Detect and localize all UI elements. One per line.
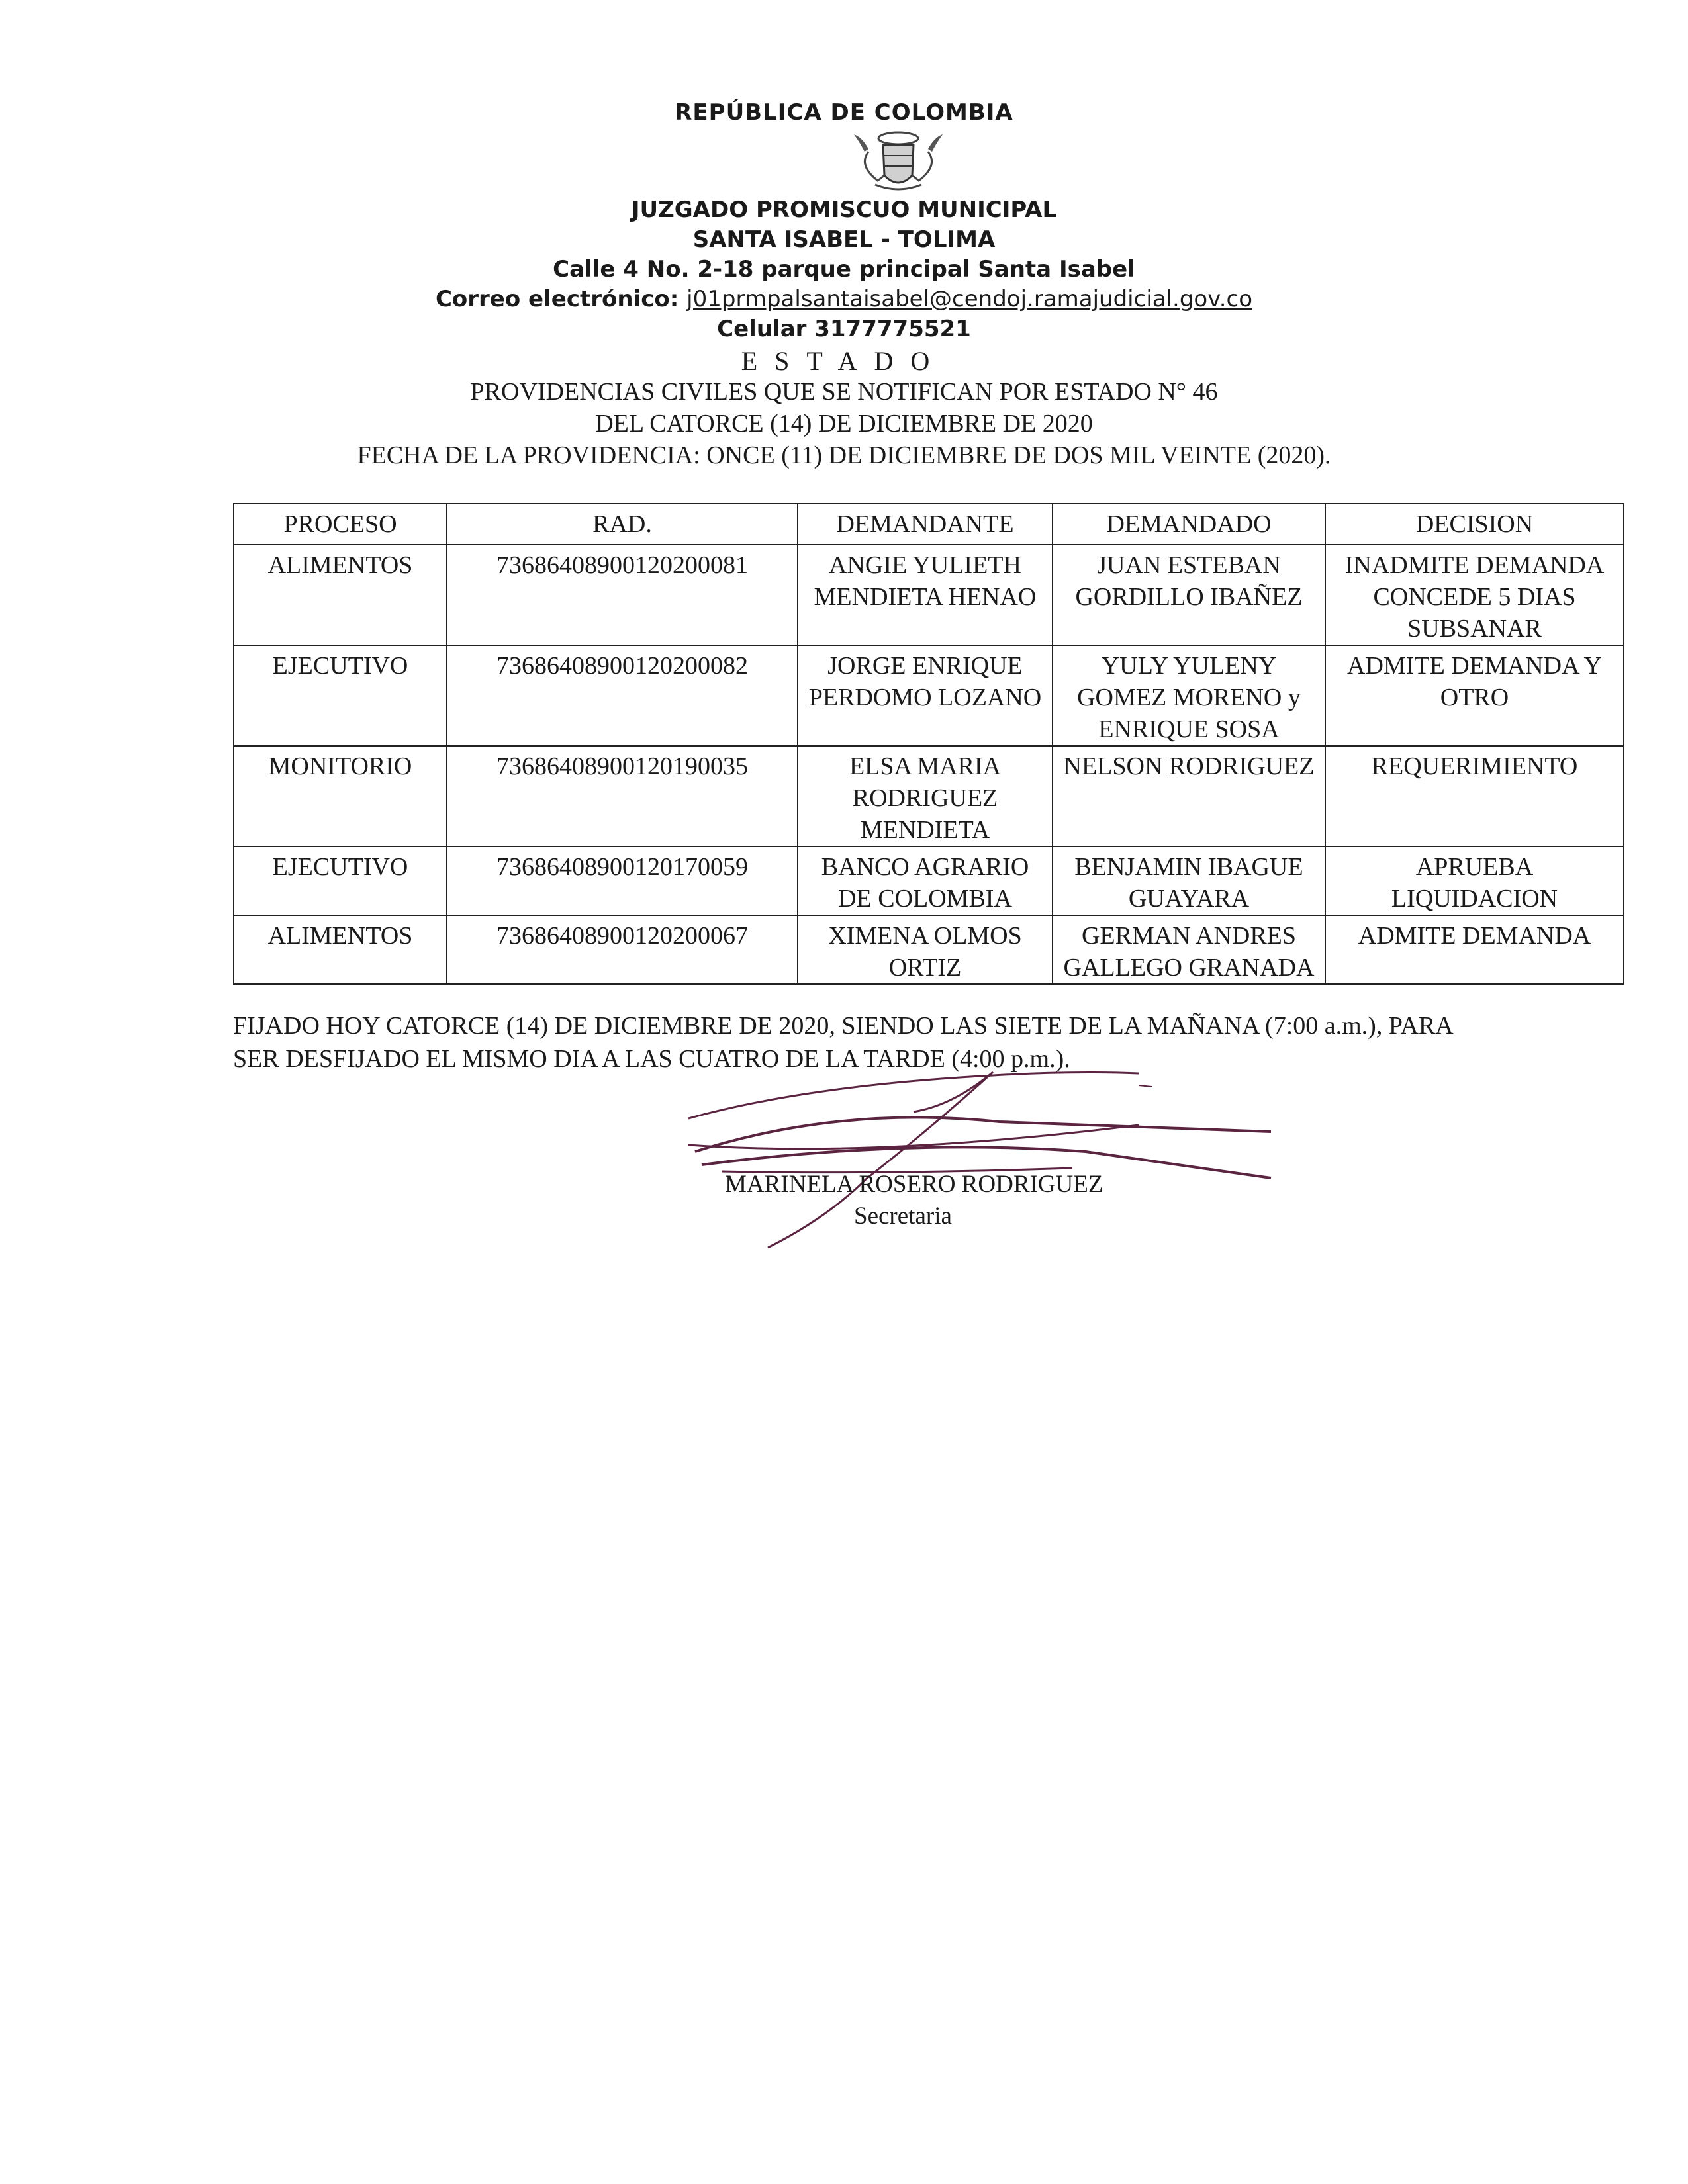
table-header-row xyxy=(234,504,1624,545)
cell-demandado: NELSON RODRIGUEZ xyxy=(1053,746,1325,846)
cell-demandante: BANCO AGRARIO DE COLOMBIA xyxy=(798,846,1053,915)
court-city: SANTA ISABEL - TOLIMA xyxy=(692,226,996,253)
court-name: JUZGADO PROMISCUO MUNICIPAL xyxy=(631,197,1057,223)
header-proceso: PROCESO xyxy=(234,504,447,545)
table-row xyxy=(234,746,1624,846)
fijado-line-1: FIJADO HOY CATORCE (14) DE DICIEMBRE DE 2020, SIENDO LAS SIETE DE LA MAÑANA (7:00 a.m.), PARA xyxy=(233,1012,1454,1040)
table-row xyxy=(234,915,1624,984)
cell-rad: 73686408900120190035 xyxy=(447,746,798,846)
email-line xyxy=(0,286,1688,312)
cell-rad: 73686408900120170059 xyxy=(447,846,798,915)
providencias-table xyxy=(233,503,1624,985)
cell-demandante: XIMENA OLMOS ORTIZ xyxy=(798,915,1053,984)
cell-demandado: BENJAMIN IBAGUE GUAYARA xyxy=(1053,846,1325,915)
table-row xyxy=(234,545,1624,645)
handwritten-signature xyxy=(675,1059,1311,1257)
cell-proceso: EJECUTIVO xyxy=(234,645,447,746)
cell-demandante: JORGE ENRIQUE PERDOMO LOZANO xyxy=(798,645,1053,746)
header-decision: DECISION xyxy=(1325,504,1624,545)
cell-decision: REQUERIMIENTO xyxy=(1325,746,1624,846)
cell-rad: 73686408900120200067 xyxy=(447,915,798,984)
notice-line-2: DEL CATORCE (14) DE DICIEMBRE DE 2020 xyxy=(595,410,1093,437)
header-demandado: DEMANDADO xyxy=(1053,504,1325,545)
cell-rad: 73686408900120200081 xyxy=(447,545,798,645)
notice-line-1: PROVIDENCIAS CIVILES QUE SE NOTIFICAN POR ESTADO N° 46 xyxy=(470,378,1218,406)
cell-demandante: ANGIE YULIETH MENDIETA HENAO xyxy=(798,545,1053,645)
cell-proceso: ALIMENTOS xyxy=(234,545,447,645)
table-row xyxy=(234,846,1624,915)
republic-heading: REPÚBLICA DE COLOMBIA xyxy=(675,99,1013,126)
header-rad: RAD. xyxy=(447,504,798,545)
cell-decision: ADMITE DEMANDA xyxy=(1325,915,1624,984)
colombia-coat-of-arms-icon xyxy=(849,129,948,195)
fijado-line-2: SER DESFIJADO EL MISMO DIA A LAS CUATRO DE LA TARDE (4:00 p.m.). xyxy=(233,1045,1070,1073)
cell-demandado: GERMAN ANDRES GALLEGO GRANADA xyxy=(1053,915,1325,984)
notice-line-3: FECHA DE LA PROVIDENCIA: ONCE (11) DE DICIEMBRE DE DOS MIL VEINTE (2020). xyxy=(357,441,1331,469)
estado-heading: ESTADO xyxy=(741,346,947,376)
email-label: Correo electrónico: xyxy=(435,286,687,312)
header-demandante: DEMANDANTE xyxy=(798,504,1053,545)
cell-decision: ADMITE DEMANDA Y OTRO xyxy=(1325,645,1624,746)
cell-proceso: MONITORIO xyxy=(234,746,447,846)
cell-proceso: EJECUTIVO xyxy=(234,846,447,915)
cell-demandante: ELSA MARIA RODRIGUEZ MENDIETA xyxy=(798,746,1053,846)
cell-proceso: ALIMENTOS xyxy=(234,915,447,984)
signer-name: MARINELA ROSERO RODRIGUEZ xyxy=(725,1171,1103,1198)
cell-demandado: JUAN ESTEBAN GORDILLO IBAÑEZ xyxy=(1053,545,1325,645)
table-row xyxy=(234,645,1624,746)
cell-demandado: YULY YULENY GOMEZ MORENO y ENRIQUE SOSA xyxy=(1053,645,1325,746)
cell-rad: 73686408900120200082 xyxy=(447,645,798,746)
court-phone: Celular 3177775521 xyxy=(717,316,971,342)
email-link[interactable]: j01prmpalsantaisabel@cendoj.ramajudicial.gov.co xyxy=(686,286,1253,312)
cell-decision: APRUEBA LIQUIDACION xyxy=(1325,846,1624,915)
cell-decision: INADMITE DEMANDA CONCEDE 5 DIAS SUBSANAR xyxy=(1325,545,1624,645)
court-address: Calle 4 No. 2-18 parque principal Santa Isabel xyxy=(553,256,1135,283)
signer-role: Secretaria xyxy=(854,1203,952,1230)
